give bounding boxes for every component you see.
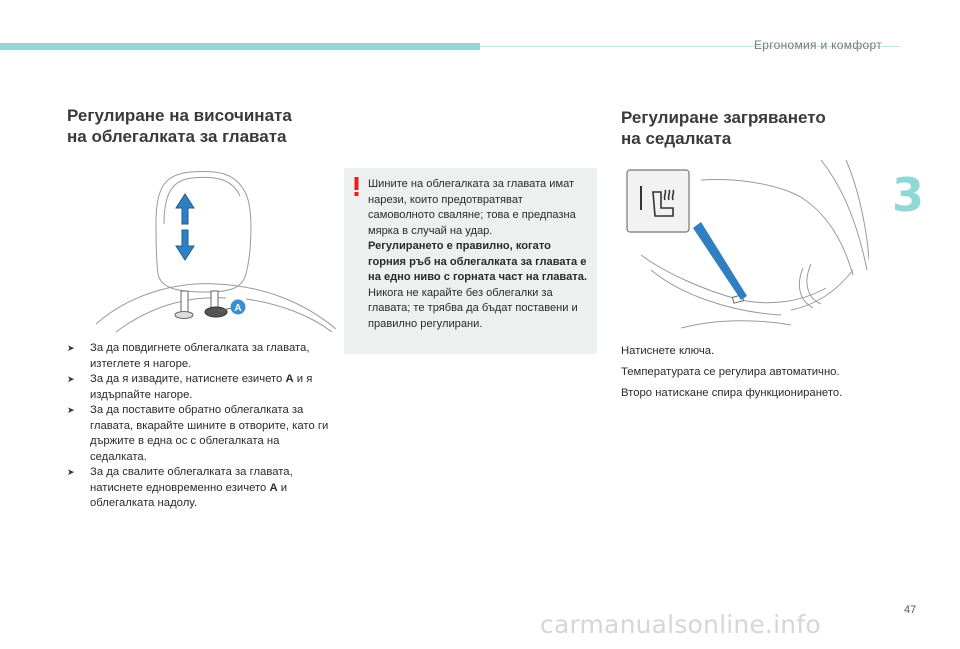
list-item: ➤ За да повдигнете облегалката за главата, изтеглете я нагоре.	[67, 342, 310, 370]
seat-heating-step-3: Второ натискане спира функционирането.	[621, 387, 843, 399]
bullet-arrow-icon: ➤	[67, 343, 75, 353]
bullet-arrow-icon: ➤	[67, 467, 75, 477]
seat-heating-step-1: Натиснете ключа.	[621, 345, 715, 357]
arrow-up-icon	[176, 194, 194, 224]
callout-a-label: A	[234, 303, 242, 314]
warning-text: Шините на облегалката за главата имат нарези, които предотвратяват самоволното сваляне; това е предпазна мярка в случай на удар. Регулирането е правилно, когато горния ръб на облегалката за главата е на едно ниво с горната част на главата. Никога не карайте без облегалки за главата; те трябва да бъдат поставени и правилно регулирани.	[368, 178, 587, 330]
bullet-arrow-icon: ➤	[67, 374, 75, 384]
section-title: Ергономия и комфорт	[753, 38, 882, 52]
list-item: ➤ За да я извадите, натиснете езичето A и я издърпайте нагоре.	[67, 373, 313, 401]
seat-heating-button-panel	[627, 170, 689, 232]
arrow-down-icon	[176, 230, 194, 260]
page-number: 47	[904, 604, 917, 616]
seat-heating-title: Регулиране загряването на седалката	[621, 108, 826, 148]
list-item: ➤ За да свалите облегалката за главата, натиснете едновременно езичето A и облегалката надолу.	[67, 466, 293, 509]
warning-exclamation-icon	[354, 177, 359, 196]
seat-heating-step-2: Температурата се регулира автоматично.	[621, 366, 840, 378]
bullet-arrow-icon: ➤	[67, 405, 75, 415]
list-item: ➤ За да поставите обратно облегалката за главата, вкарайте шините в отворите, като ги държите в една ос с облегалката на седалката.	[67, 404, 329, 463]
seat-heating-illustration	[621, 160, 869, 330]
header-accent-bar	[0, 43, 480, 50]
watermark: carmanualsonline.info	[540, 610, 821, 639]
headrest-illustration	[96, 164, 336, 334]
headrest-title: Регулиране на височината на облегалката за главата	[67, 106, 292, 146]
chapter-number: 3	[892, 168, 925, 222]
warning-box	[344, 168, 597, 354]
headrest-instructions	[67, 341, 329, 512]
